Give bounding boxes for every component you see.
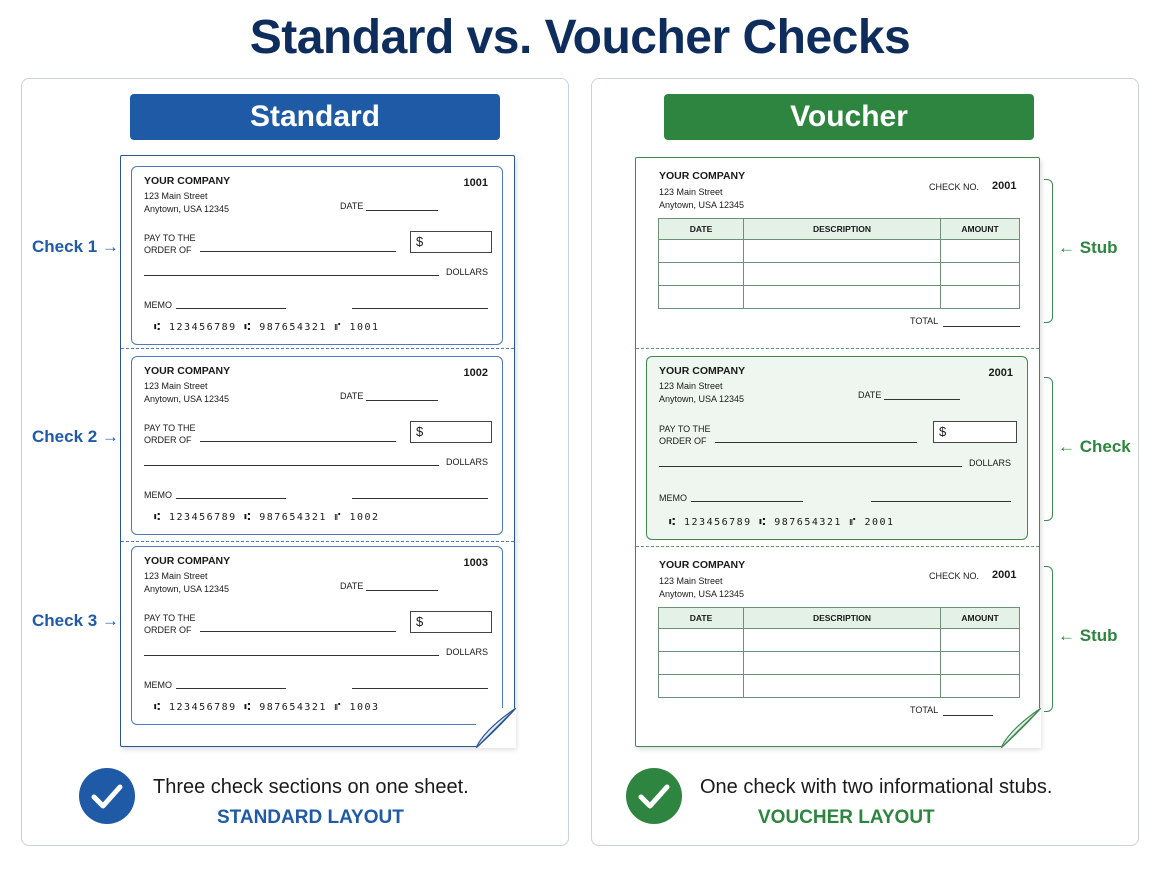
column-header: DATE: [659, 219, 744, 240]
check-number: 1002: [463, 367, 488, 379]
standard-check-1: [131, 166, 503, 345]
stub-bottom-label: ← Stub: [1058, 626, 1118, 645]
perforation-line: [121, 541, 514, 542]
stub-check-number: 2001: [992, 569, 1017, 581]
checkmark-icon: [79, 768, 135, 824]
company-address-line2: Anytown, USA 12345: [144, 394, 230, 404]
stub-bottom-bracket: [1044, 566, 1053, 712]
company-address-line1: 123 Main Street: [659, 381, 723, 391]
amount-box: [410, 611, 492, 633]
date-label: DATE: [340, 201, 364, 211]
order-of-label: ORDER OF: [144, 245, 192, 255]
company-address-line1: 123 Main Street: [144, 571, 208, 581]
stub-address-line2: Anytown, USA 12345: [659, 589, 745, 599]
date-line: [366, 590, 438, 591]
payee-line: [200, 251, 396, 252]
stub-company-name: YOUR COMPANY: [659, 559, 746, 571]
stub-top-bracket: [1044, 179, 1053, 323]
check-bracket: [1044, 377, 1053, 521]
dollar-sign: $: [416, 424, 424, 439]
check-3-label: Check 3 →: [32, 611, 119, 630]
pay-to-label: PAY TO THE: [144, 613, 196, 623]
dollars-label: DOLLARS: [446, 267, 489, 277]
pay-to-label: PAY TO THE: [144, 423, 196, 433]
checkmark-icon: [626, 768, 682, 824]
column-header: DESCRIPTION: [744, 608, 941, 629]
check-1-label: Check 1 →: [32, 237, 119, 256]
check-2-label: Check 2 →: [32, 427, 119, 446]
stub-check-no-label: CHECK NO.: [929, 182, 980, 192]
voucher-layout-label: VOUCHER LAYOUT: [758, 807, 935, 828]
micr-line: ⑆ 123456789 ⑆ 987654321 ⑈ 1003: [154, 702, 380, 713]
table-row: [659, 286, 1020, 309]
memo-line: [691, 501, 803, 502]
stub-total-line: [943, 326, 1020, 327]
amount-words-line: [144, 655, 439, 656]
amount-box: [933, 421, 1017, 443]
date-line: [884, 399, 960, 400]
standard-caption: Three check sections on one sheet.: [153, 776, 469, 798]
order-of-label: ORDER OF: [144, 435, 192, 445]
voucher-heading: Voucher: [664, 94, 1034, 140]
page-curl-icon: [476, 708, 516, 748]
company-address-line1: 123 Main Street: [144, 191, 208, 201]
stub-total-line: [943, 715, 993, 716]
signature-line: [871, 501, 1011, 502]
pay-to-label: PAY TO THE: [144, 233, 196, 243]
signature-line: [352, 688, 488, 689]
dollars-label: DOLLARS: [446, 647, 489, 657]
memo-label: MEMO: [144, 490, 172, 500]
page-title: Standard vs. Voucher Checks: [249, 11, 911, 64]
standard-heading: Standard: [130, 94, 500, 140]
order-of-label: ORDER OF: [659, 436, 707, 446]
table-row: [659, 652, 1020, 675]
memo-line: [176, 308, 286, 309]
table-row: [659, 675, 1020, 698]
stub-address-line1: 123 Main Street: [659, 187, 723, 197]
voucher-check: [646, 356, 1028, 540]
perforation-line: [121, 348, 514, 349]
memo-label: MEMO: [659, 493, 687, 503]
amount-words-line: [144, 275, 439, 276]
memo-line: [176, 498, 286, 499]
date-label: DATE: [858, 390, 882, 400]
date-line: [366, 400, 438, 401]
company-name: YOUR COMPANY: [659, 365, 746, 377]
order-of-label: ORDER OF: [144, 625, 192, 635]
check-number: 2001: [988, 367, 1013, 379]
micr-line: ⑆ 123456789 ⑆ 987654321 ⑈ 1002: [154, 512, 380, 523]
dollars-label: DOLLARS: [969, 458, 1012, 468]
standard-layout-label: STANDARD LAYOUT: [217, 807, 404, 828]
dollar-sign: $: [939, 424, 947, 439]
stub-top-label: ← Stub: [1058, 238, 1118, 257]
stub-check-number: 2001: [992, 180, 1017, 192]
stub-total-label: TOTAL: [910, 316, 939, 326]
column-header: DESCRIPTION: [744, 219, 941, 240]
table-row: [659, 629, 1020, 652]
memo-line: [176, 688, 286, 689]
company-name: YOUR COMPANY: [144, 175, 231, 187]
perforation-line: [636, 348, 1039, 349]
payee-line: [200, 631, 396, 632]
check-number: 1001: [463, 177, 488, 189]
stub-total-label: TOTAL: [910, 705, 939, 715]
standard-panel: [21, 78, 569, 846]
company-address-line2: Anytown, USA 12345: [144, 204, 230, 214]
micr-line: ⑆ 123456789 ⑆ 987654321 ⑈ 1001: [154, 322, 380, 333]
company-address-line1: 123 Main Street: [144, 381, 208, 391]
memo-label: MEMO: [144, 680, 172, 690]
amount-words-line: [144, 465, 439, 466]
company-name: YOUR COMPANY: [144, 555, 231, 567]
dollars-label: DOLLARS: [446, 457, 489, 467]
payee-line: [200, 441, 396, 442]
column-header: AMOUNT: [941, 219, 1020, 240]
micr-line: ⑆ 123456789 ⑆ 987654321 ⑈ 2001: [669, 517, 895, 528]
dollar-sign: $: [416, 614, 424, 629]
column-header: DATE: [659, 608, 744, 629]
stub-address-line1: 123 Main Street: [659, 576, 723, 586]
payee-line: [715, 442, 917, 443]
signature-line: [352, 498, 488, 499]
stub-company-name: YOUR COMPANY: [659, 170, 746, 182]
amount-box: [410, 421, 492, 443]
amount-words-line: [659, 466, 962, 467]
signature-line: [352, 308, 488, 309]
company-address-line2: Anytown, USA 12345: [144, 584, 230, 594]
page-curl-icon: [1001, 708, 1041, 748]
date-line: [366, 210, 438, 211]
table-row: [659, 240, 1020, 263]
company-name: YOUR COMPANY: [144, 365, 231, 377]
stub-table: [658, 218, 1020, 309]
standard-check-3: [131, 546, 503, 725]
standard-check-2: [131, 356, 503, 535]
column-header: AMOUNT: [941, 608, 1020, 629]
dollar-sign: $: [416, 234, 424, 249]
stub-check-no-label: CHECK NO.: [929, 571, 980, 581]
date-label: DATE: [340, 581, 364, 591]
standard-check-sheet: [120, 155, 515, 747]
amount-box: [410, 231, 492, 253]
voucher-check-sheet: [635, 157, 1040, 747]
pay-to-label: PAY TO THE: [659, 424, 711, 434]
check-number: 1003: [463, 557, 488, 569]
table-row: [659, 263, 1020, 286]
date-label: DATE: [340, 391, 364, 401]
perforation-line: [636, 546, 1039, 547]
stub-address-line2: Anytown, USA 12345: [659, 200, 745, 210]
memo-label: MEMO: [144, 300, 172, 310]
voucher-panel: [591, 78, 1139, 846]
stub-table: [658, 607, 1020, 698]
company-address-line2: Anytown, USA 12345: [659, 394, 745, 404]
voucher-caption: One check with two informational stubs.: [700, 776, 1053, 798]
check-label: ← Check: [1058, 437, 1131, 456]
